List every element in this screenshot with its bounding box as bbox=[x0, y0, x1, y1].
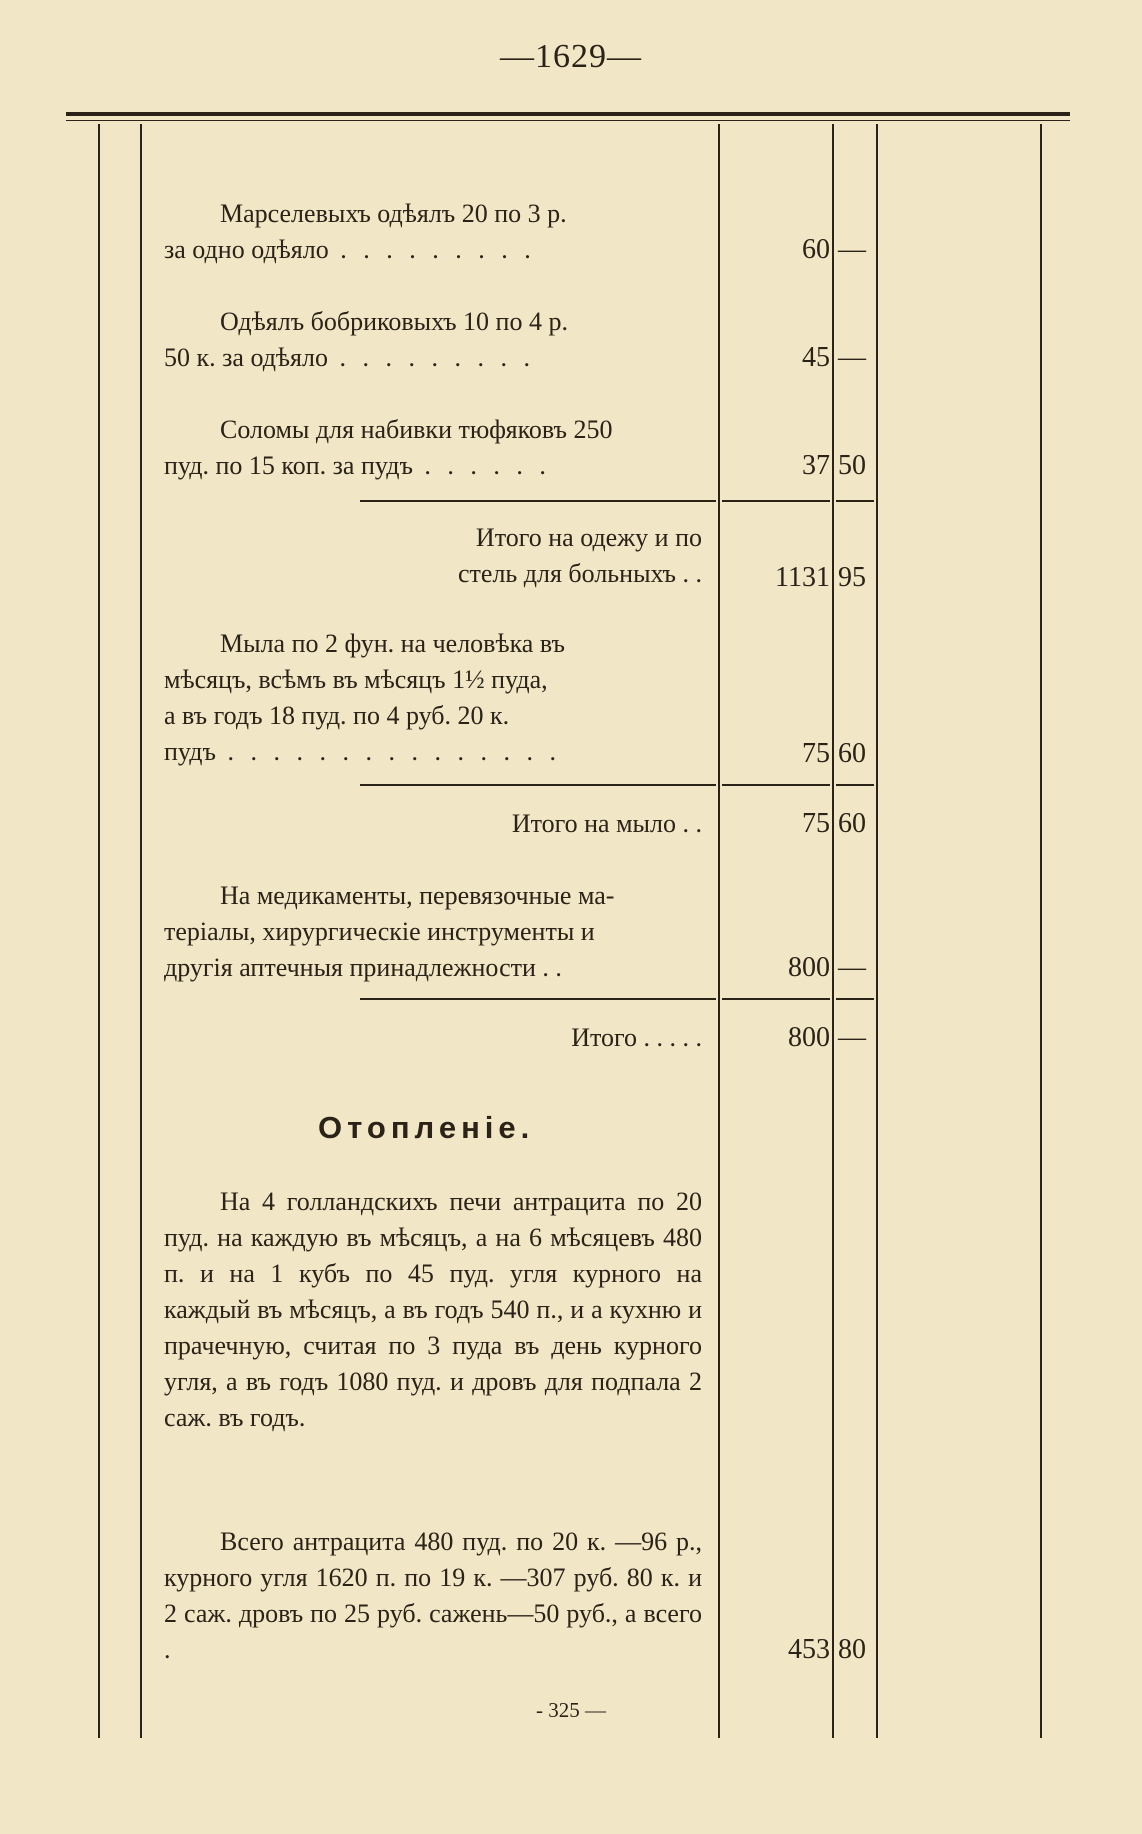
leader-dots: . . . . . . . . . bbox=[328, 235, 536, 264]
amount-kop: 60 bbox=[838, 738, 866, 769]
amount-kop: 50 bbox=[838, 450, 866, 481]
amount-kop: 95 bbox=[838, 562, 866, 593]
amount-kop: — bbox=[838, 234, 866, 265]
column-line-outer-right bbox=[1040, 124, 1042, 1738]
subtotal-rule bbox=[360, 998, 716, 1000]
column-line-kop-left bbox=[832, 124, 834, 1738]
heating-paragraph: На 4 голландскихъ печи антрацита по 20 пуд. на каждую въ мѣсяцъ, а на 6 мѣсяцевъ 480 п. и на 1 кубъ по 45 пуд. угля курного на каждый въ мѣсяцъ, а въ годъ 540 п., и а кухню и прачечную, считая по 3 пуда въ день курного угля, а въ годъ 1080 пуд. и дровъ для подпала 2 саж. въ годъ. bbox=[164, 1187, 702, 1432]
amount-rub: 37 bbox=[802, 450, 830, 481]
entry-text: На медикаменты, перевязочные ма- bbox=[220, 881, 615, 910]
entry-text: пуд. по 15 коп. за пудъ bbox=[164, 451, 413, 480]
subtotal-text: Итого на одежу и по bbox=[475, 523, 702, 552]
amount-rub: 800 bbox=[788, 1022, 830, 1053]
subtotal-rule bbox=[360, 500, 716, 502]
subtotal-odezhda bbox=[362, 520, 702, 592]
entry-text: теріалы, хирургическіе инструменты и bbox=[164, 917, 595, 946]
amount-rub: 60 bbox=[802, 234, 830, 265]
entry-text: другія аптечныя принадлежности . . bbox=[164, 953, 562, 982]
section-heading: Отопленіе. bbox=[318, 1110, 535, 1145]
subtotal-rule-kop bbox=[836, 998, 874, 1000]
header-rule bbox=[66, 112, 1070, 116]
amount-rub: 75 bbox=[802, 808, 830, 839]
page-number: —1629— bbox=[500, 38, 642, 75]
entry-text: Одѣялъ бобриковыхъ 10 по 4 р. bbox=[220, 307, 568, 336]
amount-kop: — bbox=[838, 342, 866, 373]
column-line-outer-left bbox=[98, 124, 100, 1738]
entry-bobrik bbox=[164, 304, 702, 376]
entry-marsel bbox=[164, 196, 702, 268]
column-line-text-left bbox=[140, 124, 142, 1738]
leader-dots: . . . . . . . . . bbox=[327, 343, 535, 372]
subtotal-medic: Итого . . . . . bbox=[571, 1023, 702, 1052]
page-footer: - 325 — bbox=[536, 1698, 606, 1722]
entry-text: 50 к. за одѣяло bbox=[164, 343, 328, 372]
amount-kop: 80 bbox=[838, 1634, 866, 1665]
entry-text: за одно одѣяло bbox=[164, 235, 329, 264]
subtotal-rule-kop bbox=[836, 500, 874, 502]
entry-text: Марселевыхъ одѣялъ 20 по 3 р. bbox=[220, 199, 567, 228]
subtotal-rule-rub bbox=[722, 784, 830, 786]
subtotal-rule-rub bbox=[722, 500, 830, 502]
subtotal-rule-rub bbox=[722, 998, 830, 1000]
amount-rub: 45 bbox=[802, 342, 830, 373]
subtotal-rule bbox=[360, 784, 716, 786]
entry-soloma bbox=[164, 412, 702, 484]
entry-text: Мыла по 2 фун. на человѣка въ bbox=[220, 629, 565, 658]
subtotal-rule-kop bbox=[836, 784, 874, 786]
amount-rub: 800 bbox=[788, 952, 830, 983]
entry-text: а въ годъ 18 пуд. по 4 руб. 20 к. bbox=[164, 701, 510, 730]
amount-kop: 60 bbox=[838, 808, 866, 839]
leader-dots: . . . . . . bbox=[412, 451, 551, 480]
entry-text: Соломы для набивки тюфяковъ 250 bbox=[220, 415, 613, 444]
leader-dots: . . . . . . . . . . . . . . . bbox=[215, 737, 561, 766]
entry-text: мѣсяцъ, всѣмъ въ мѣсяцъ 1½ пуда, bbox=[164, 665, 548, 694]
amount-rub: 453 bbox=[788, 1634, 830, 1665]
amount-kop: — bbox=[838, 952, 866, 983]
subtotal-mylo: Итого на мыло . . bbox=[511, 809, 702, 838]
subtotal-text: стель для больныхъ . . bbox=[458, 559, 702, 588]
heating-total-text: Всего антрацита 480 пуд. по 20 к. —96 р., курного угля 1620 п. по 19 к. —307 руб. 80 к. и 2 саж. дровъ по 25 руб. сажень—50 руб., а всего . bbox=[164, 1527, 702, 1664]
entry-mylo bbox=[164, 626, 702, 770]
entry-medic bbox=[164, 878, 702, 986]
amount-rub: 75 bbox=[802, 738, 830, 769]
amount-rub: 1131 bbox=[775, 562, 830, 593]
entry-text: пудъ bbox=[164, 737, 216, 766]
header-rule-thin bbox=[66, 120, 1070, 121]
amount-kop: — bbox=[838, 1022, 866, 1053]
